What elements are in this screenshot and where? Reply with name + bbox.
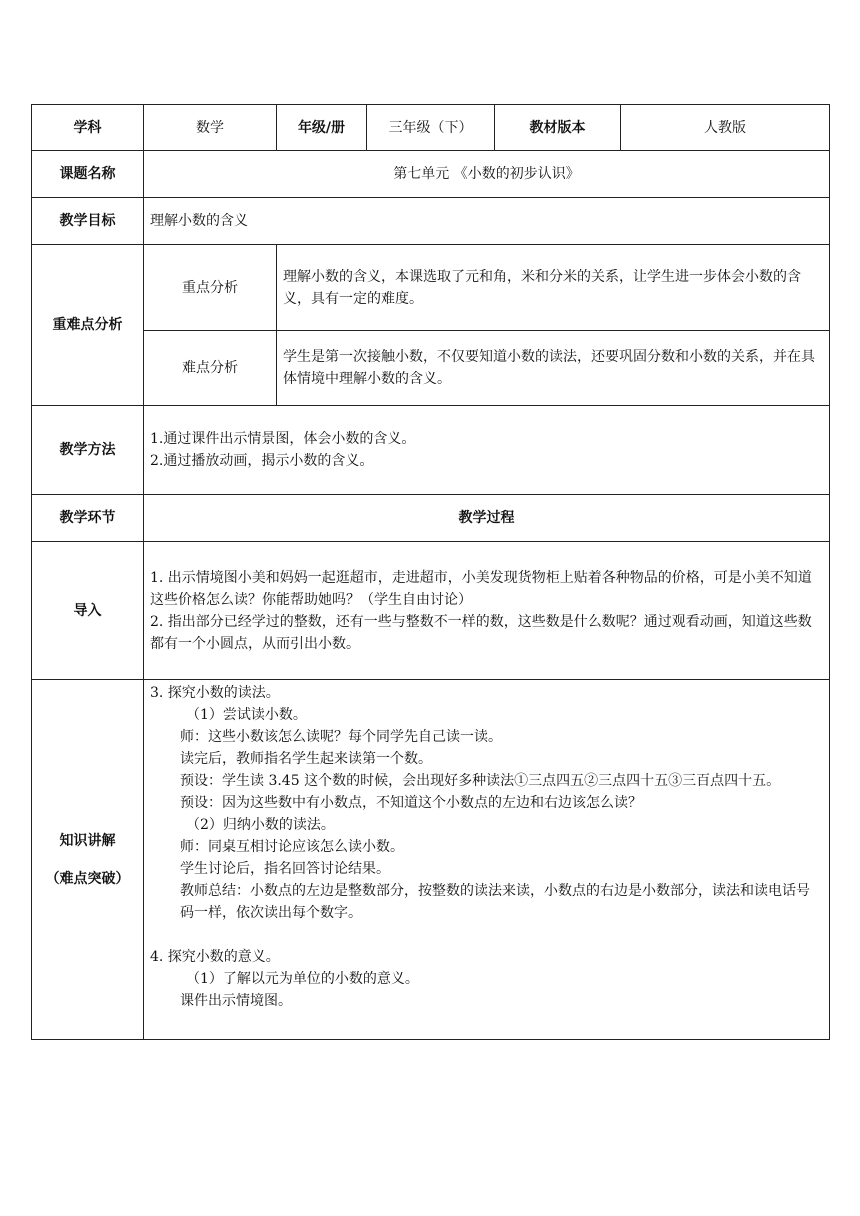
difficult-analysis-text: 学生是第一次接触小数，不仅要知道小数的读法，还要巩固分数和小数的关系，并在具体情境中理解小数的含义。 bbox=[277, 331, 830, 406]
difficult-analysis-label: 难点分析 bbox=[144, 331, 277, 406]
intro-label: 导入 bbox=[32, 542, 144, 680]
knowledge-line: （2）归纳小数的读法。 bbox=[186, 817, 335, 833]
knowledge-sublabel: （难点突破） bbox=[45, 870, 130, 887]
subject-value: 数学 bbox=[144, 105, 277, 151]
grade-value: 三年级（下） bbox=[367, 105, 495, 151]
key-analysis-label: 重点分析 bbox=[144, 245, 277, 331]
knowledge-line: 4. 探究小数的意义。 bbox=[150, 949, 280, 965]
method-content bbox=[144, 406, 830, 495]
analysis-label: 重难点分析 bbox=[32, 245, 144, 406]
goal-row bbox=[32, 198, 830, 245]
intro-row bbox=[32, 542, 830, 680]
knowledge-line: （1）了解以元为单位的小数的意义。 bbox=[186, 971, 419, 987]
lesson-plan-table bbox=[31, 104, 830, 1040]
process-header: 教学过程 bbox=[144, 495, 830, 542]
key-analysis-row bbox=[32, 245, 830, 331]
intro-content bbox=[144, 542, 830, 680]
knowledge-line: 预设：因为这些数中有小数点，不知道这个小数点的左边和右边该怎么读？ bbox=[180, 795, 642, 811]
knowledge-line: 3. 探究小数的读法。 bbox=[150, 685, 280, 701]
method-line: 2.通过播放动画，揭示小数的含义。 bbox=[150, 453, 374, 469]
lesson-plan-page bbox=[31, 104, 829, 1040]
lesson-title: 第七单元 《小数的初步认识》 bbox=[144, 151, 830, 198]
intro-line: 2. 指出部分已经学过的整数，还有一些与整数不一样的数，这些数是什么数呢？通过观看动画，知道这些数都有一个小圆点，从而引出小数。 bbox=[150, 613, 812, 652]
grade-label: 年级/册 bbox=[277, 105, 367, 151]
subject-label: 学科 bbox=[32, 105, 144, 151]
knowledge-line: 师：同桌互相讨论应该怎么读小数。 bbox=[180, 839, 404, 855]
knowledge-line: 教师总结：小数点的左边是整数部分，按整数的读法来读，小数点的右边是小数部分，读法和读电话号码一样，依次读出每个数字。 bbox=[180, 883, 810, 921]
difficult-analysis-row bbox=[32, 331, 830, 406]
knowledge-line: （1）尝试读小数。 bbox=[186, 707, 307, 723]
edition-label: 教材版本 bbox=[495, 105, 621, 151]
intro-line: 1. 出示情境图小美和妈妈一起逛超市，走进超市，小美发现货物柜上贴着各种物品的价格，可是小美不知道这些价格怎么读？你能帮助她吗？（学生自由讨论） bbox=[150, 569, 812, 608]
knowledge-line: 读完后，教师指名学生起来读第一个数。 bbox=[180, 751, 432, 767]
method-row bbox=[32, 406, 830, 495]
process-header-row bbox=[32, 495, 830, 542]
knowledge-label: 知识讲解 bbox=[59, 832, 116, 849]
lesson-row bbox=[32, 151, 830, 198]
edition-value: 人教版 bbox=[621, 105, 830, 151]
knowledge-label-cell bbox=[32, 680, 144, 1040]
knowledge-line: 预设：学生读 3.45 这个数的时候，会出现好多种读法①三点四五②三点四十五③三百点四十五。 bbox=[180, 773, 781, 789]
goal-text: 理解小数的含义 bbox=[144, 198, 830, 245]
knowledge-line: 课件出示情境图。 bbox=[180, 993, 292, 1009]
method-label: 教学方法 bbox=[32, 406, 144, 495]
knowledge-line: 师：这些小数该怎么读呢？每个同学先自己读一读。 bbox=[180, 729, 502, 745]
knowledge-content bbox=[144, 680, 830, 1040]
key-analysis-text: 理解小数的含义，本课选取了元和角，米和分米的关系，让学生进一步体会小数的含义，具有一定的难度。 bbox=[277, 245, 830, 331]
lesson-label: 课题名称 bbox=[32, 151, 144, 198]
method-line: 1.通过课件出示情景图，体会小数的含义。 bbox=[150, 431, 416, 447]
stage-header: 教学环节 bbox=[32, 495, 144, 542]
knowledge-row bbox=[32, 680, 830, 1040]
header-row bbox=[32, 105, 830, 151]
knowledge-line: 学生讨论后，指名回答讨论结果。 bbox=[180, 861, 390, 877]
goal-label: 教学目标 bbox=[32, 198, 144, 245]
